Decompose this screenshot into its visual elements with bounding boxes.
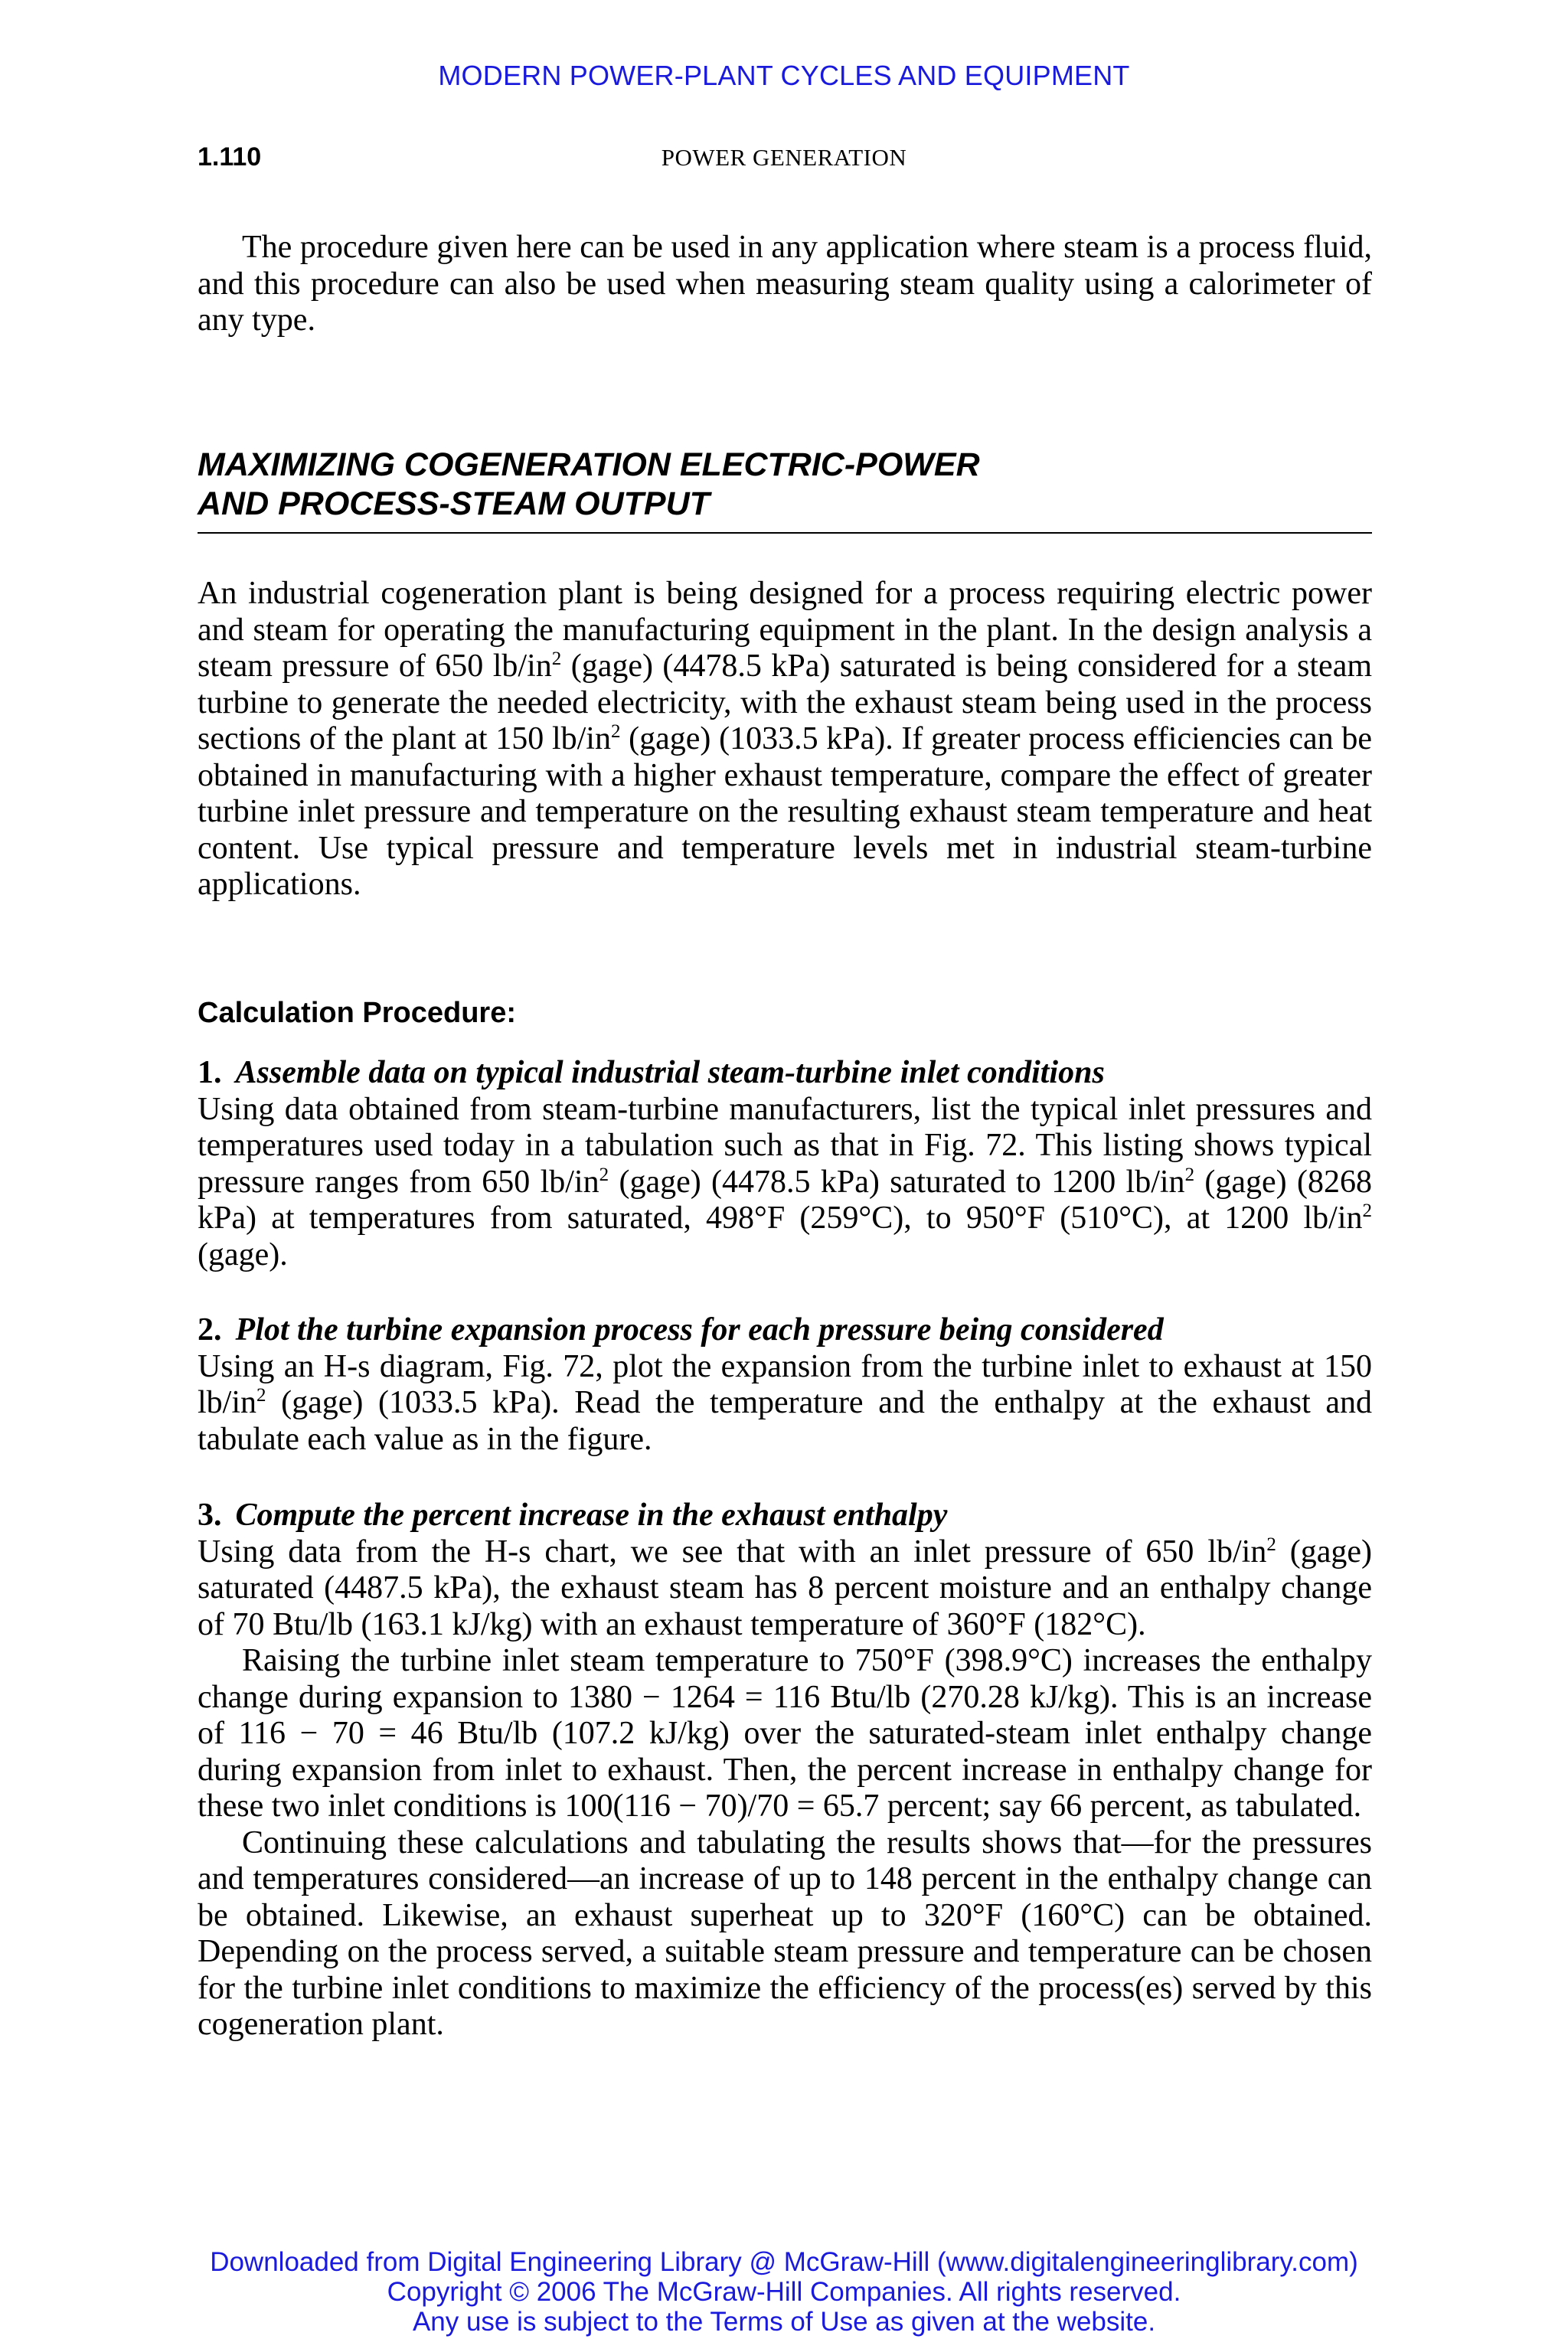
step-2-text: Using an H-s diagram, Fig. 72, plot the expansion from the turbine inlet to exhaust at 150 $lb/in^2$ (gage) (1033.5 kPa). Read the temperature and the enthalpy at the exhaust and tabulate each value as in the figure. bbox=[198, 1348, 1372, 1457]
section-heading-line-1: MAXIMIZING COGENERATION ELECTRIC-POWER bbox=[198, 446, 980, 483]
footer bbox=[0, 2247, 1568, 2337]
step-1 bbox=[198, 1055, 1372, 1273]
step-3-title: 3. Compute the percent increase in the exhaust enthalpy bbox=[198, 1498, 948, 1533]
footer-terms[interactable]: Any use is subject to the Terms of Use as given at the website. bbox=[412, 2307, 1156, 2337]
section-heading-line-2: AND PROCESS-STEAM OUTPUT bbox=[198, 485, 710, 522]
page-number: 1.110 bbox=[198, 142, 262, 172]
running-head bbox=[198, 142, 1370, 181]
calculation-heading: Calculation Procedure: bbox=[198, 997, 516, 1029]
footer-download-link[interactable]: Downloaded from Digital Engineering Library @ McGraw-Hill (www.digitalengineeringlibrary.com) bbox=[210, 2247, 1358, 2277]
step-3 bbox=[198, 1498, 1372, 2043]
heading-rule bbox=[198, 532, 1372, 534]
step-3-paragraph-2: Raising the turbine inlet steam temperature to 750°F (398.9°C) increases the enthalpy change during expansion to 1380 − 1264 = 116 Btu/lb (270.28 kJ/kg). This is an increase of 116 − 70 = 46 Btu/lb (107.2 kJ/kg) over the saturated-steam inlet enthalpy change during expansion from inlet to exhaust. Then, the percent increase in enthalpy change for these two inlet conditions is 100(116 − 70)/70 = 65.7 percent; say 66 percent, as tabulated. bbox=[198, 1643, 1372, 1824]
step-3-text: Using data from the H-s chart, we see that with an inlet pressure of 650 $lb/in^2$ (gage) saturated (4487.5 kPa), the exhaust steam has 8 percent moisture and an enthalpy change of 70 Btu/lb (163.1 kJ/kg) with an exhaust temperature of 360°F (182°C). bbox=[198, 1534, 1372, 1642]
chapter-banner[interactable]: MODERN POWER-PLANT CYCLES AND EQUIPMENT bbox=[438, 60, 1130, 91]
footer-copyright: Copyright © 2006 The McGraw-Hill Companies. All rights reserved. bbox=[387, 2277, 1181, 2307]
step-2 bbox=[198, 1312, 1372, 1458]
step-3-paragraph-3: Continuing these calculations and tabulating the results shows that—for the pressures and temperatures considered—an increase of up to 148 percent in the enthalpy change can be obtained. Likewise, an exhaust superheat up to 320°F (160°C) can be obtained. Depending on the process served, a suitable steam pressure and temperature can be chosen for the turbine inlet conditions to maximize the efficiency of the process(es) served by this cogeneration plant. bbox=[198, 1824, 1372, 2042]
step-2-title: 2. Plot the turbine expansion process for each pressure being considered bbox=[198, 1312, 1164, 1348]
section-heading bbox=[198, 446, 1372, 524]
problem-statement: An industrial cogeneration plant is being designed for a process requiring electric power and steam for operating the manufacturing equipment in the plant. In the design analysis a steam pressure of 650 $lb/in^2$ (gage) (4478.5 kPa) saturated is being considered for a steam turbine to generate the needed electricity, with the exhaust steam being used in the process sections of the plant at 150 $lb/in^2$ (gage) (1033.5 kPa). If greater process efficiencies can be obtained in manufacturing with a higher exhaust temperature, compare the effect of greater turbine inlet pressure and temperature on the resulting exhaust steam temperature and heat content. Use typical pressure and temperature levels met in industrial steam-turbine applications. bbox=[198, 576, 1372, 902]
section-label: POWER GENERATION bbox=[661, 144, 907, 171]
step-1-text: Using data obtained from steam-turbine manufacturers, list the typical inlet pressures and temperatures used today in a tabulation such as that in Fig. 72. This listing shows typical pressure ranges from 650 $lb/in^2$ (gage) (4478.5 kPa) saturated to 1200 $lb/in^2$ (gage) (8268 kPa) at temperatures from saturated, 498°F (259°C), to 950°F (510°C), at 1200 $lb/in^2$ (gage). bbox=[198, 1091, 1373, 1272]
intro-paragraph: The procedure given here can be used in any application where steam is a process fluid, and this procedure can also be used when measuring steam quality using a calorimeter of any type. bbox=[198, 230, 1372, 338]
step-1-title: 1. Assemble data on typical industrial steam-turbine inlet conditions bbox=[198, 1055, 1105, 1090]
